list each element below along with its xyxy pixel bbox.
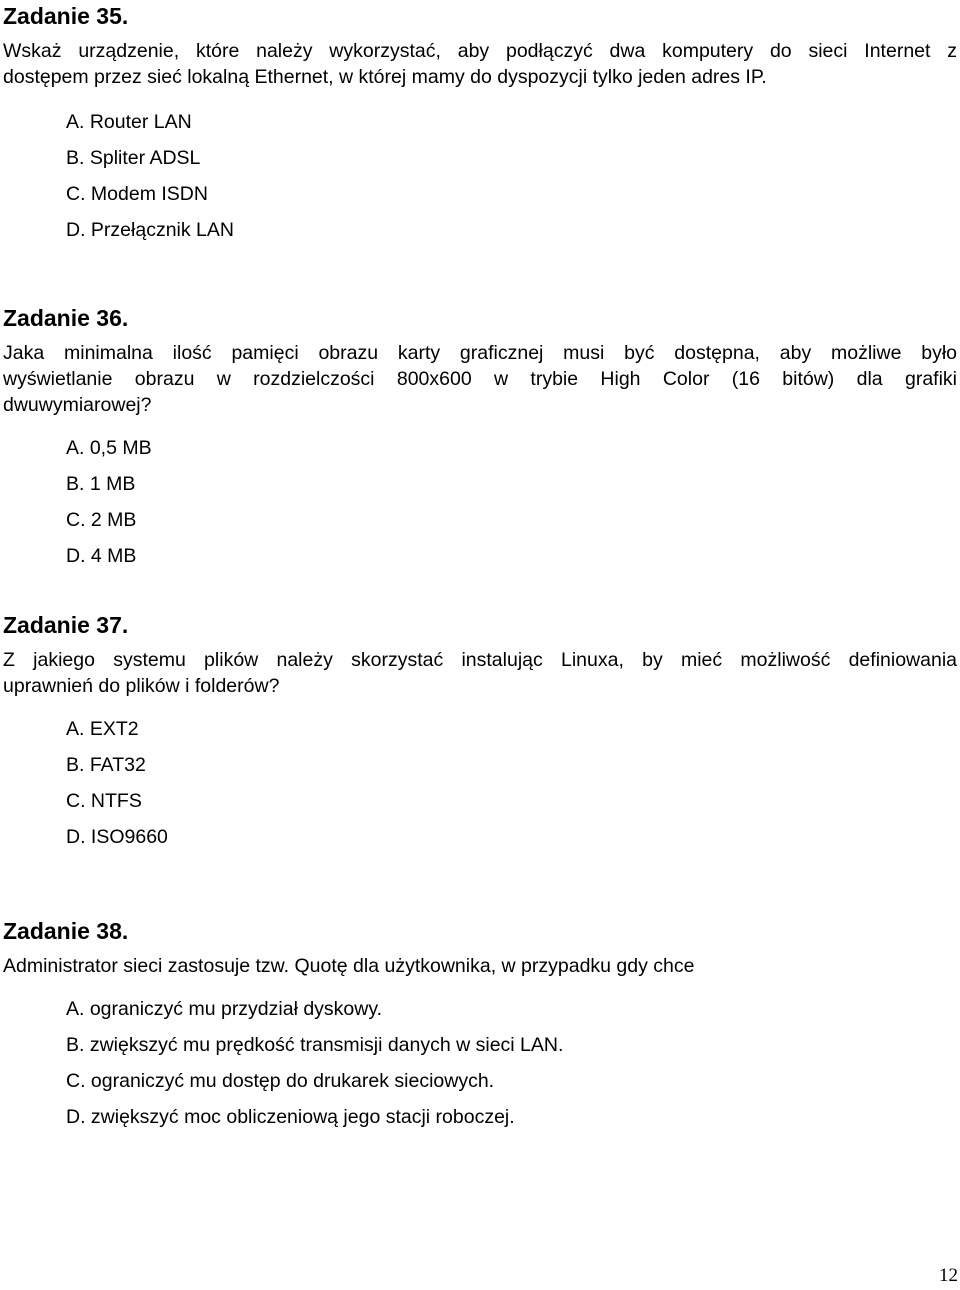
answer-list: [3, 991, 957, 1135]
answer-a: A. ograniczyć mu przydział dyskowy.: [66, 998, 383, 1020]
question-line: dostępem przez sieć lokalną Ethernet, w której mamy do dyspozycji tylko jeden adres IP.: [3, 66, 767, 88]
question-text: [3, 38, 957, 90]
answer-a: A. Router LAN: [66, 111, 192, 133]
page-number: 12: [939, 1265, 958, 1286]
answer-d: D. zwiększyć moc obliczeniową jego stacji roboczej.: [66, 1106, 515, 1128]
answer-a: A. EXT2: [66, 718, 139, 740]
question-text: [3, 340, 957, 418]
task-38: [3, 918, 957, 1135]
question-line: dwuwymiarowej?: [3, 394, 152, 416]
task-title: Zadanie 38.: [3, 918, 129, 944]
answer-c: C. Modem ISDN: [66, 183, 208, 205]
answer-a: A. 0,5 MB: [66, 437, 152, 459]
answer-b: B. Spliter ADSL: [66, 147, 201, 169]
answer-b: B. FAT32: [66, 754, 146, 776]
answer-b: B. 1 MB: [66, 473, 136, 495]
answer-list: [3, 430, 957, 574]
answer-b: B. zwiększyć mu prędkość transmisji danych w sieci LAN.: [66, 1034, 564, 1056]
question-line: wyświetlanie obrazu w rozdzielczości 800x600 w trybie High Color (16 bitów) dla grafiki: [3, 368, 957, 390]
question-line: Wskaż urządzenie, które należy wykorzystać, aby podłączyć dwa komputery do sieci Internet z: [3, 40, 957, 62]
answer-d: D. 4 MB: [66, 545, 137, 567]
answer-c: C. ograniczyć mu dostęp do drukarek sieciowych.: [66, 1070, 495, 1092]
answer-list: [3, 711, 957, 855]
question-line: Administrator sieci zastosuje tzw. Quotę dla użytkownika, w przypadku gdy chce: [3, 955, 695, 977]
task-title: Zadanie 35.: [3, 3, 129, 29]
answer-d: D. ISO9660: [66, 826, 168, 848]
task-36: [3, 305, 957, 574]
question-line: Jaka minimalna ilość pamięci obrazu karty graficznej musi być dostępna, aby możliwe było: [3, 342, 957, 364]
answer-list: [3, 104, 957, 248]
answer-c: C. NTFS: [66, 790, 142, 812]
question-text: [3, 953, 957, 979]
question-line: uprawnień do plików i folderów?: [3, 675, 280, 697]
task-35: [3, 3, 957, 248]
task-37: [3, 612, 957, 855]
question-line: Z jakiego systemu plików należy skorzystać instalując Linuxa, by mieć możliwość definiowania: [3, 649, 957, 671]
task-title: Zadanie 37.: [3, 612, 129, 638]
question-text: [3, 647, 957, 699]
answer-d: D. Przełącznik LAN: [66, 219, 234, 241]
task-title: Zadanie 36.: [3, 305, 129, 331]
answer-c: C. 2 MB: [66, 509, 137, 531]
